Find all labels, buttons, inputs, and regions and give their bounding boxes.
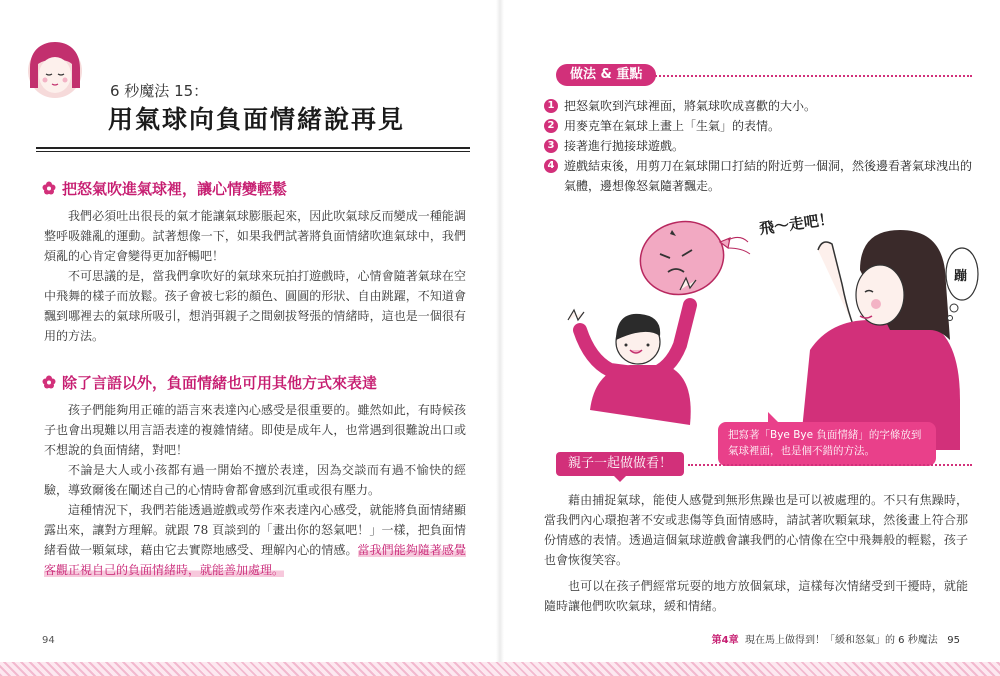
step-number: 3 xyxy=(544,139,558,153)
section2-paragraph-3 xyxy=(44,500,466,580)
angry-balloon-icon xyxy=(632,212,750,303)
magic-label: 6 秒魔法 15： xyxy=(110,82,209,100)
section2-paragraph: 不論是大人或小孩都有過一開始不擅於表達，因為交談而有過不愉快的經驗，導致爾後在闡述自己的心情時會都會感到沉重或很有壓力。 xyxy=(44,463,466,497)
dotted-rule xyxy=(688,464,972,466)
child-figure xyxy=(568,278,696,425)
paragraph-text: 這種情況下，我們若能透過遊戲或勞作來表達內心感受，就能將負面情緒顯露出來，讓對方理解。就跟 78 頁談到的「畫出你的怒氣吧！」一樣，把負面情緒看做一顆氣球，藉由它去實際地感受、理解內心的情感。 xyxy=(44,503,466,557)
step-text: 把怒氣吹到汽球裡面，將氣球吹成喜歡的大小。 xyxy=(564,99,817,113)
shout-text: 飛～走吧！ xyxy=(758,210,835,238)
section2-heading xyxy=(42,372,377,393)
title-rule-thin xyxy=(36,151,470,152)
step-number: 1 xyxy=(544,99,558,113)
step-item xyxy=(544,96,974,116)
flower-bullet-icon xyxy=(42,181,56,195)
step-text: 接著進行拋接球遊戲。 xyxy=(564,139,685,153)
mother-figure xyxy=(800,230,960,450)
section2-heading-text: 除了言語以外，負面情緒也可用其他方式來表達 xyxy=(62,374,378,392)
step-number: 4 xyxy=(544,159,558,173)
step-number: 2 xyxy=(544,119,558,133)
right-paragraph: 也可以在孩子們經常玩耍的地方放個氣球，這樣每次情緒受到干擾時，就能隨時讓他們吹吹氣球，緩和情緒。 xyxy=(544,579,968,613)
step-text: 遊戲結束後，用剪刀在氣球開口打結的附近剪一個洞，然後邊看著氣球洩出的氣體，邊想像怒氣隨著飄走。 xyxy=(564,159,973,193)
step-text: 用麥克筆在氣球上畫上「生氣」的表情。 xyxy=(564,119,781,133)
step-item xyxy=(544,136,974,156)
section2-paragraph: 孩子們能夠用正確的語言來表達內心感受是很重要的。雖然如此，有時候孩子也會出現難以用言語表達的複雜情緒。即使是成年人，也常遇到很難說出口或不想說的負面情緒，對吧！ xyxy=(44,403,466,457)
chapter-label: 第4章 xyxy=(711,635,739,646)
steps-list xyxy=(544,96,974,196)
section2-body xyxy=(44,400,466,580)
chapter-title: 現在馬上做得到！「緩和怒氣」的 6 秒魔法 xyxy=(744,635,938,646)
section1-paragraph: 不可思議的是，當我們拿吹好的氣球來玩拍打遊戲時，心情會隨著氣球在空中飛舞的樣子而放鬆。孩子會被七彩的顏色、圓圓的形狀、自由跳躍，不知道會飄到哪裡去的氣球所吸引，想消弭親子之間劍拔弩張的情緒時，這也是一個很有用的方法。 xyxy=(44,269,466,343)
section1-paragraph: 我們必須吐出很長的氣才能讓氣球膨脹起來，因此吹氣球反而變成一種能調整呼吸雜亂的運動。試著想像一下，如果我們試著將負面情緒吹進氣球中，我們煩亂的心肯定會變得更加舒暢吧！ xyxy=(44,209,466,263)
section1-body xyxy=(44,206,466,346)
page-title: 用氣球向負面情緒說再見 xyxy=(108,105,406,134)
method-tag: 做法 & 重點 xyxy=(556,64,656,86)
section1-heading xyxy=(42,178,287,199)
page-number-left: 94 xyxy=(42,635,55,646)
flower-bullet-icon xyxy=(42,375,56,389)
right-body xyxy=(544,490,968,616)
thought-bubble-icon xyxy=(946,248,978,321)
dotted-rule xyxy=(652,75,972,77)
right-paragraph: 藉由捕捉氣球，能使人感覺到無形焦躁也是可以被處理的。不只有焦躁時，當我們內心環抱著不安或悲傷等負面情感時，請試著吹顆氣球，然後畫上符合那份情感的表情。透過這個氣球遊戲會讓我們的心情像在空中飛舞般的輕鬆，孩子也會恢復笑容。 xyxy=(544,493,968,567)
page-number-right: 95 xyxy=(947,635,960,646)
thought-text: 蹦 xyxy=(954,269,968,284)
highlighted-text: 當我們能夠隨著感覺客觀正視自己的負面情緒時，就能善加處理。 xyxy=(44,543,466,577)
chapter-footer xyxy=(712,631,960,646)
step-item xyxy=(544,156,974,196)
tip-bubble: 把寫著「Bye Bye 負面情緒」的字條放到氣球裡面，也是個不錯的方法。 xyxy=(718,422,936,466)
step-item xyxy=(544,116,974,136)
section1-heading-text: 把怒氣吹進氣球裡，讓心情變輕鬆 xyxy=(62,180,288,198)
bottom-stripe xyxy=(0,662,1000,676)
author-avatar-icon xyxy=(24,38,86,100)
right-page xyxy=(500,0,1000,676)
try-together-tag: 親子一起做做看！ xyxy=(556,452,684,476)
title-rule xyxy=(36,147,470,149)
